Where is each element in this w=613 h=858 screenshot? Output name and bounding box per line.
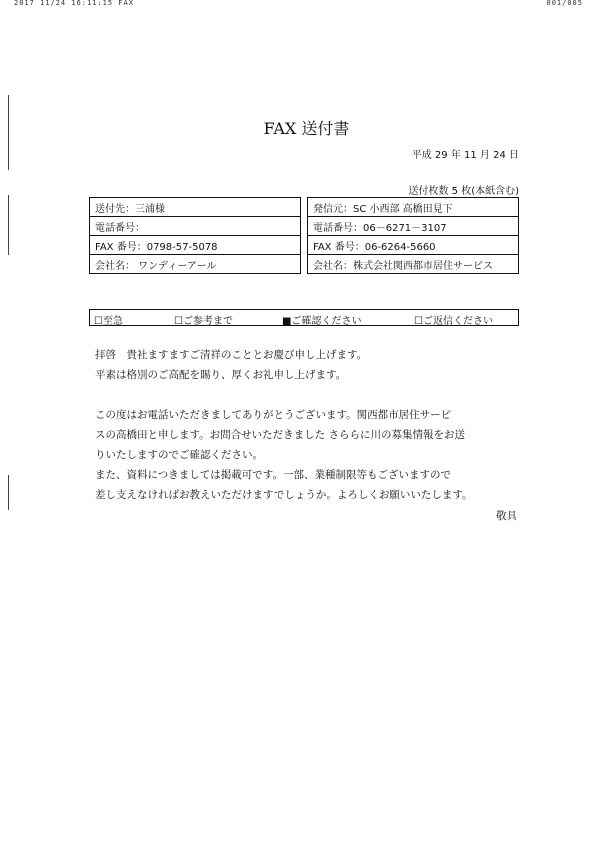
fax-header-timestamp: 2017 11/24 16:11:15 FAX — [14, 0, 134, 7]
recipient-name: 送付先：三浦様 — [90, 198, 301, 217]
check-reply: ☐ご返信ください — [414, 316, 493, 327]
sender-fax: FAX 番号：06-6264-5660 — [308, 236, 519, 255]
margin-mark — [8, 195, 9, 255]
document-title: FAX 送付書 — [263, 119, 350, 138]
sender-phone: 電話番号：06－6271－3107 — [308, 217, 519, 236]
body-line: 拝啓 貴社ますますご清祥のこととお慶び申し上げます。 — [95, 349, 368, 361]
sender-name: 発信元：SC 小西部 高橋田見下 — [308, 198, 519, 217]
check-urgent: ☐至急 — [94, 316, 123, 327]
purpose-checkboxes — [89, 309, 519, 326]
page-count: 送付枚数 5 枚(本紙含む) — [408, 186, 519, 197]
body-line: 差し支えなければお教えいただけますでしょうか。よろしくお願いいたします。 — [95, 489, 473, 501]
check-confirm: ■ご確認ください — [282, 316, 362, 327]
check-reference: ☐ご参考まで — [174, 316, 233, 327]
body-line: この度はお電話いただきましてありがとうございます。関西都市居住サービ — [95, 409, 452, 421]
recipient-fax: FAX 番号：0798-57-5078 — [90, 236, 301, 255]
body-line: 平素は格別のご高配を賜り、厚くお礼申し上げます。 — [95, 369, 347, 381]
sender-company: 会社名：株式会社関西都市居住サービス — [308, 255, 519, 274]
recipient-company: 会社名： ワンディーアール — [90, 255, 301, 274]
fax-header-page: 001/005 — [546, 0, 583, 7]
body-line: また、資料につきましては掲載可です。一部、業種制限等もございますので — [95, 469, 451, 481]
recipient-phone: 電話番号： — [90, 217, 301, 236]
body-line: りいたしますのでご確認ください。 — [95, 449, 263, 461]
margin-mark — [8, 475, 9, 510]
send-date: 平成 29 年 11 月 24 日 — [411, 150, 519, 161]
closing-phrase: 敬具 — [496, 510, 517, 522]
message-body — [95, 345, 525, 505]
body-line: スの高橋田と申します。お問合せいただきました さららに川の募集情報をお送 — [95, 429, 465, 441]
sender-recipient-table — [89, 197, 519, 274]
